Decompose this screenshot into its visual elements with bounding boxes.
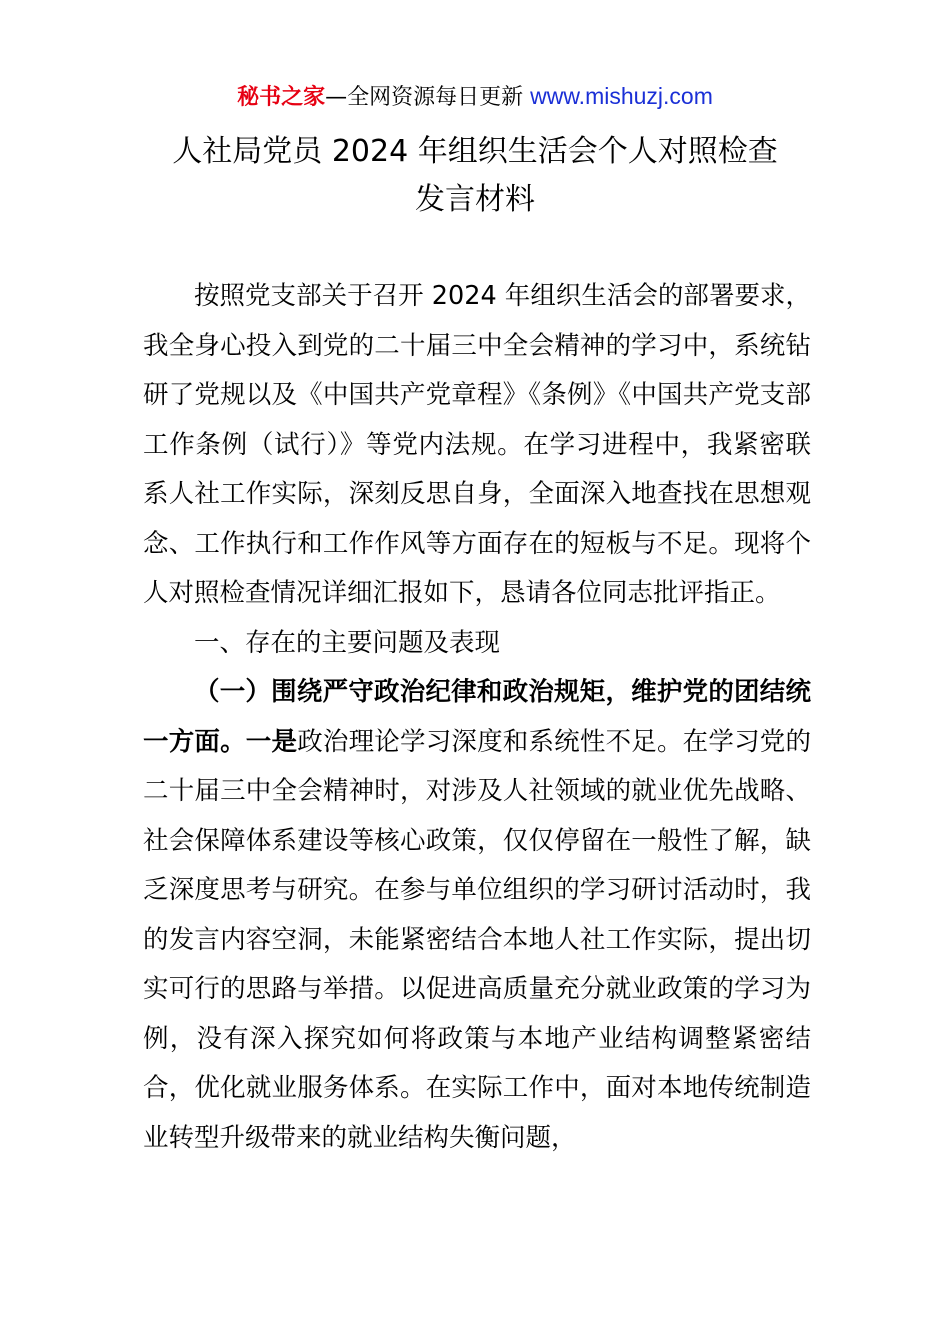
intro-paragraph: 按照党支部关于召开 2024 年组织生活会的部署要求，我全身心投入到党的二十届三中全会精神的学习中，系统钻研了党规以及《中国共产党章程》《条例》《中国共产党支部工作条例（试行）》等党内法规。在学习进程中，我紧密联系人社工作实际，深刻反思自身，全面深入地查找在思想观念、工作执行和工作作风等方面存在的短板与不足。现将个人对照检查情况详细汇报如下，恳请各位同志批评指正。 (143, 281, 811, 608)
title-line-1: 人社局党员 2024 年组织生活会个人对照检查 (172, 134, 778, 169)
document-title (0, 128, 950, 224)
subsection-text: 政治理论学习深度和系统性不足。在学习党的二十届三中全会精神时，对涉及人社领域的就业优先战略、社会保障体系建设等核心政策，仅仅停留在一般性了解，缺乏深度思考与研究。在参与单位组织的学习研讨活动时，我的发言内容空洞，未能紧密结合本地人社工作实际，提出切实可行的思路与举措。以促进高质量充分就业政策的学习为例，没有深入探究如何将政策与本地产业结构调整紧密结合，优化就业服务体系。在实际工作中，面对本地传统制造业转型升级带来的就业结构失衡问题， (143, 726, 811, 1153)
title-line-2: 发言材料 (415, 182, 535, 217)
point-label: 一是 (245, 726, 298, 757)
subsection-paragraph-1 (143, 668, 811, 1163)
brand-name: 秘书之家 (237, 85, 326, 110)
subsection-heading: （一）围绕严守政治纪律和政治规矩，维护党的团结统一方面。 (143, 677, 811, 757)
document-body (143, 272, 811, 1163)
section-heading-1: 一、存在的主要问题及表现 (194, 627, 501, 658)
header-tagline: —全网资源每日更新 (325, 85, 531, 110)
site-header (0, 80, 950, 114)
site-url-link[interactable]: www.mishuzj.com (530, 83, 713, 109)
